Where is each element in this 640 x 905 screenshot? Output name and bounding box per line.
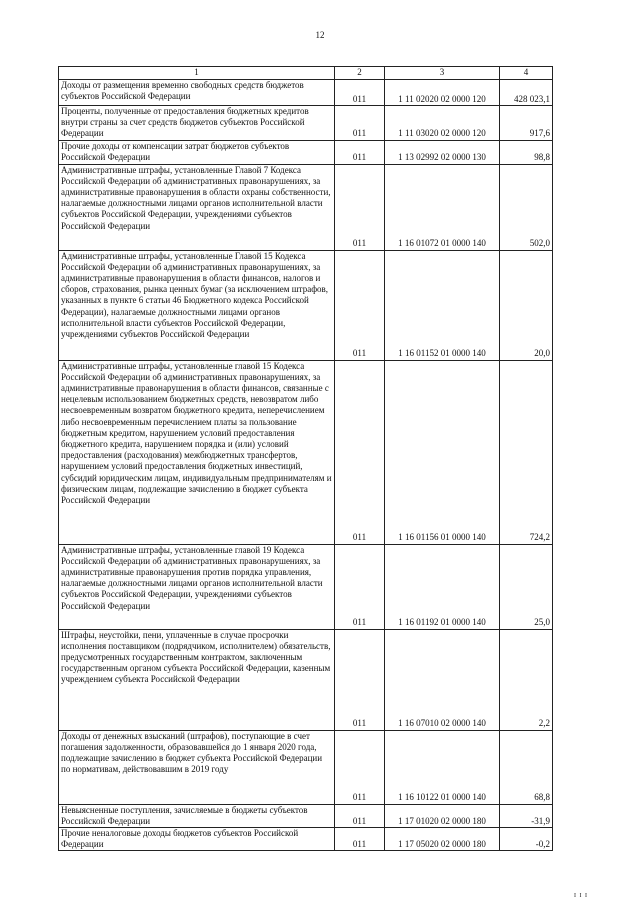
row-budget-code: 1 13 02992 02 0000 130 [385, 140, 500, 164]
row-amount: 25,0 [500, 544, 553, 629]
row-description: Административные штрафы, установленные Главой 7 Кодекса Российской Федерации об административных правонарушениях, за административные правонарушения в области охраны собственности, налагаемые должностными лицами органов исполнительной власти субъектов Российской Федерации, учреждениями субъектов Российской Федерации [59, 164, 335, 250]
table-row [59, 80, 553, 106]
header-col-3: 3 [385, 67, 500, 80]
row-amount: 724,2 [500, 360, 553, 544]
row-amount: 98,8 [500, 140, 553, 164]
row-admin-code: 011 [335, 360, 385, 544]
table-row [59, 629, 553, 730]
table-row [59, 804, 553, 827]
row-admin-code: 011 [335, 544, 385, 629]
row-description: Доходы от денежных взысканий (штрафов), поступающие в счет погашения задолженности, образовавшейся до 1 января 2020 года, подлежащие зачислению в бюджет субъекта Российской Федерации по нормативам, действовавшим в 2019 году [59, 730, 335, 804]
row-amount: 917,6 [500, 106, 553, 141]
page-number: 12 [315, 30, 325, 40]
row-description: Невыясненные поступления, зачисляемые в бюджеты субъектов Российской Федерации [59, 804, 335, 827]
table-row [59, 250, 553, 360]
header-col-1: 1 [59, 67, 335, 80]
row-amount: 20,0 [500, 250, 553, 360]
row-admin-code: 011 [335, 106, 385, 141]
row-description: Прочие доходы от компенсации затрат бюджетов субъектов Российской Федерации [59, 140, 335, 164]
row-admin-code: 011 [335, 804, 385, 827]
row-description: Штрафы, неустойки, пени, уплаченные в случае просрочки исполнения поставщиком (подрядчиком, исполнителем) обязательств, предусмотренных государственным контрактом, заключенным государственным органом субъекта Российской Федерации, казенным учреждением субъекта Российской Федерации [59, 629, 335, 730]
row-admin-code: 011 [335, 629, 385, 730]
row-amount: -0,2 [500, 828, 553, 851]
row-admin-code: 011 [335, 164, 385, 250]
row-amount: 502,0 [500, 164, 553, 250]
table-row [59, 360, 553, 544]
table-row [59, 164, 553, 250]
table-row [59, 544, 553, 629]
row-admin-code: 011 [335, 250, 385, 360]
row-budget-code: 1 16 01072 01 0000 140 [385, 164, 500, 250]
revenue-table [58, 66, 553, 851]
row-budget-code: 1 16 01156 01 0000 140 [385, 360, 500, 544]
row-amount: 68,8 [500, 730, 553, 804]
row-admin-code: 011 [335, 80, 385, 106]
row-budget-code: 1 16 10122 01 0000 140 [385, 730, 500, 804]
row-description: Проценты, полученные от предоставления бюджетных кредитов внутри страны за счет средств бюджетов субъектов Российской Федерации [59, 106, 335, 141]
table-row [59, 828, 553, 851]
row-amount: 428 023,1 [500, 80, 553, 106]
row-budget-code: 1 16 01192 01 0000 140 [385, 544, 500, 629]
row-budget-code: 1 16 01152 01 0000 140 [385, 250, 500, 360]
row-admin-code: 011 [335, 730, 385, 804]
row-description: Административные штрафы, установленные Главой 15 Кодекса Российской Федерации об административных правонарушениях, за административные правонарушения в области финансов, налогов и сборов, страхования, рынка ценных бумаг (за исключением штрафов, указанных в пункте 6 статьи 46 Бюджетного кодекса Российской Федерации), налагаемые должностными лицами органов исполнительной власти субъектов Российской Федерации, учреждениями субъектов Российской Федерации [59, 250, 335, 360]
row-description: Прочие неналоговые доходы бюджетов субъектов Российской Федерации [59, 828, 335, 851]
row-description: Административные штрафы, установленные главой 15 Кодекса Российской Федерации об административных правонарушениях, за административные правонарушения в области финансов, связанные с нецелевым использованием бюджетных средств, невозвратом либо несвоевременным возвратом бюджетного кредита, неперечислением либо несвоевременным перечислением платы за пользование бюджетным кредитом, нарушением условий предоставления бюджетного кредита, нарушением порядка и (или) условий предоставления (расходования) межбюджетных трансфертов, нарушением условий предоставления бюджетных инвестиций, субсидий юридическим лицам, индивидуальным предпринимателям и физическим лицам, подлежащие зачислению в бюджет субъекта Российской Федерации [59, 360, 335, 544]
row-amount: 2,2 [500, 629, 553, 730]
row-budget-code: 1 17 05020 02 0000 180 [385, 828, 500, 851]
row-admin-code: 011 [335, 140, 385, 164]
row-admin-code: 011 [335, 828, 385, 851]
table-header-row [59, 67, 553, 80]
header-col-2: 2 [335, 67, 385, 80]
table-row [59, 730, 553, 804]
row-budget-code: 1 11 03020 02 0000 120 [385, 106, 500, 141]
table-row [59, 140, 553, 164]
header-col-4: 4 [500, 67, 553, 80]
row-description: Доходы от размещения временно свободных средств бюджетов субъектов Российской Федерации [59, 80, 335, 106]
table-row [59, 106, 553, 141]
row-amount: -31,9 [500, 804, 553, 827]
footer-mark: I I I [574, 893, 588, 899]
row-budget-code: 1 11 02020 02 0000 120 [385, 80, 500, 106]
row-description: Административные штрафы, установленные главой 19 Кодекса Российской Федерации об административных правонарушениях, за административные правонарушения против порядка управления, налагаемые должностными лицами органов исполнительной власти субъектов Российской Федерации, учреждениями субъектов Российской Федерации [59, 544, 335, 629]
row-budget-code: 1 17 01020 02 0000 180 [385, 804, 500, 827]
row-budget-code: 1 16 07010 02 0000 140 [385, 629, 500, 730]
